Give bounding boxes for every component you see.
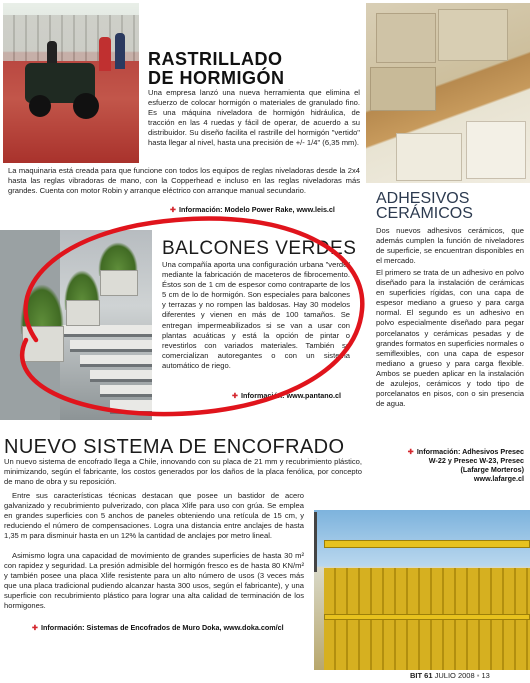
adhesivos-title-line2: CERÁMICOS xyxy=(376,205,473,222)
rastrillado-title xyxy=(148,50,285,88)
balcones-title: BALCONES VERDES xyxy=(162,238,357,259)
encofrado-info-text: Información: Sistemas de Encofrados de Muro Doka, www.doka.com/cl xyxy=(41,623,284,632)
footer-magazine: BIT 61 xyxy=(410,671,433,680)
rastrillado-info-text: Información: Modelo Power Rake, www.leis.cl xyxy=(179,205,335,214)
plus-icon: ✚ xyxy=(170,205,177,214)
encofrado-body-2: Entre sus características técnicas destacan que posee un bastidor de acero galvanizado y recubrimiento pulverizado, con placa Xlife para uso con grúa. Se emplea en grandes superficies con 5 anchos de paneles obteniendo una retícula de 15 cm, y reduciendo el número de compensaciones. Logra una distancia entre anclajes de hasta 1,35 m para disminuir hasta en un 12% la cantidad de anclajes por metro lineal. xyxy=(4,491,304,541)
ceramic-tiles-photo xyxy=(366,3,530,183)
adhesivos-info-line1: Información: Adhesivos Presec xyxy=(416,447,524,456)
red-highlight-ellipse xyxy=(0,190,374,426)
adhesivos-info-line2: W-22 y Presec W-23, Presec xyxy=(428,456,524,465)
encofrado-body: Un nuevo sistema de encofrado llega a Chile, innovando con su placa de 21 mm y recubrimiento plástico, minimizando, según el fabricante, los costos generados por los daños de la placa fenólica, por concepto de mano de obra y su reposición. xyxy=(4,457,362,487)
plus-icon: ✚ xyxy=(407,447,414,456)
power-rake-photo xyxy=(3,3,139,163)
adhesivos-body-2: El primero se trata de un adhesivo en polvo diseñado para la instalación de cerámicas en superficies rígidas, con una capa de espesor mediano a grueso y para carga normal. El segundo es un adhesivo en polvo especialmente diseñado para pegar porcelanatos y cerámicas pesadas y de grandes formatos en superficies normales o semiflexibles, con una capa de espesor mediano a grueso y para carga flexible. Ambos se pueden aplicar en la instalación de azulejos, cerámicos y todo tipo de porcelanatos en pisos, con o sin presencia de agua. xyxy=(376,268,524,409)
plus-icon: ✚ xyxy=(32,623,39,632)
encofrado-title: NUEVO SISTEMA DE ENCOFRADO xyxy=(4,436,345,458)
footer-page-number: 13 xyxy=(481,671,490,680)
rastrillado-body-2: La maquinaria está creada para que funcione con todos los equipos de reglas niveladoras desde la 2x4 hasta las reglas vibradoras de mano, con la Copperhead e incluso en las reglas niveladoras más grandes. Cuenta con motor Robin y arranque eléctrico con arranque manual secundario. xyxy=(8,166,360,196)
encofrado-body-3: Asimismo logra una capacidad de movimiento de grandes superficies de hasta 30 m² con rapidez y seguridad. La presión admisible del hormigón fresco es de hasta 80 KN/m² y también posee una placa Xlife resistente para un alto número de usos (3 veces más que una placa tradicional pudiendo alcanzar hasta 300 usos, según el fabricante), y una superficie con recubrimiento plástico para lograr una alta calidad de terminación de los hormigones. xyxy=(4,551,304,611)
adhesivos-body: Dos nuevos adhesivos cerámicos, que además cumplen la función de niveladores de superficie, se encuentran disponibles en el mercado. xyxy=(376,226,524,266)
rastrillado-title-line1: RASTRILLADO xyxy=(148,49,283,69)
adhesivos-info-line4: www.lafarge.cl xyxy=(473,474,524,483)
adhesivos-title-line1: ADHESIVOS xyxy=(376,190,470,207)
page-footer: BIT 61 JULIO 2008 ▪ 13 xyxy=(410,671,490,680)
footer-date: JULIO 2008 xyxy=(434,671,475,680)
rastrillado-body: Una empresa lanzó una nueva herramienta que elimina el esfuerzo de colocar hormigón o materiales de granulado fino. Es una máquina niveladora de hormigón hidráulica, de tracción en las 4 ruedas y fácil de operar, de acuerdo a su distribuidor. Su diseño facilita el rastrille del hormigón "vertido" hasta llegar al nivel, hasta una precisión de +/- 1/4" (6,35 mm). xyxy=(148,88,360,148)
adhesivos-info xyxy=(392,447,524,483)
balcones-info-text: Información: www.pantano.cl xyxy=(241,391,341,400)
balcones-body: Una compañía aporta una configuración urbana "verde" mediante la fabricación de maceteros de fibrocemento. Éstos son de 1 cm de espesor como contraparte de los 5 cm de lo de hormigón. Son especiales para balcones y terrazas y no rompen las baldosas. Hay 30 modelos diferentes y vienen en más de 100 tamaños. Se entregan impermeabilizados si se van a usar con plantas acuáticas y está la opción de pintar o revestirlos con variados materiales. También se comercializan autoregantes o con un sistema automático de riego. xyxy=(162,260,350,370)
encofrado-info xyxy=(32,623,284,632)
adhesivos-title xyxy=(376,191,473,221)
formwork-photo xyxy=(314,510,530,670)
adhesivos-info-line3: (Lafarge Morteros) xyxy=(460,465,524,474)
rastrillado-title-line2: DE HORMIGÓN xyxy=(148,68,285,88)
plus-icon: ✚ xyxy=(232,391,239,400)
